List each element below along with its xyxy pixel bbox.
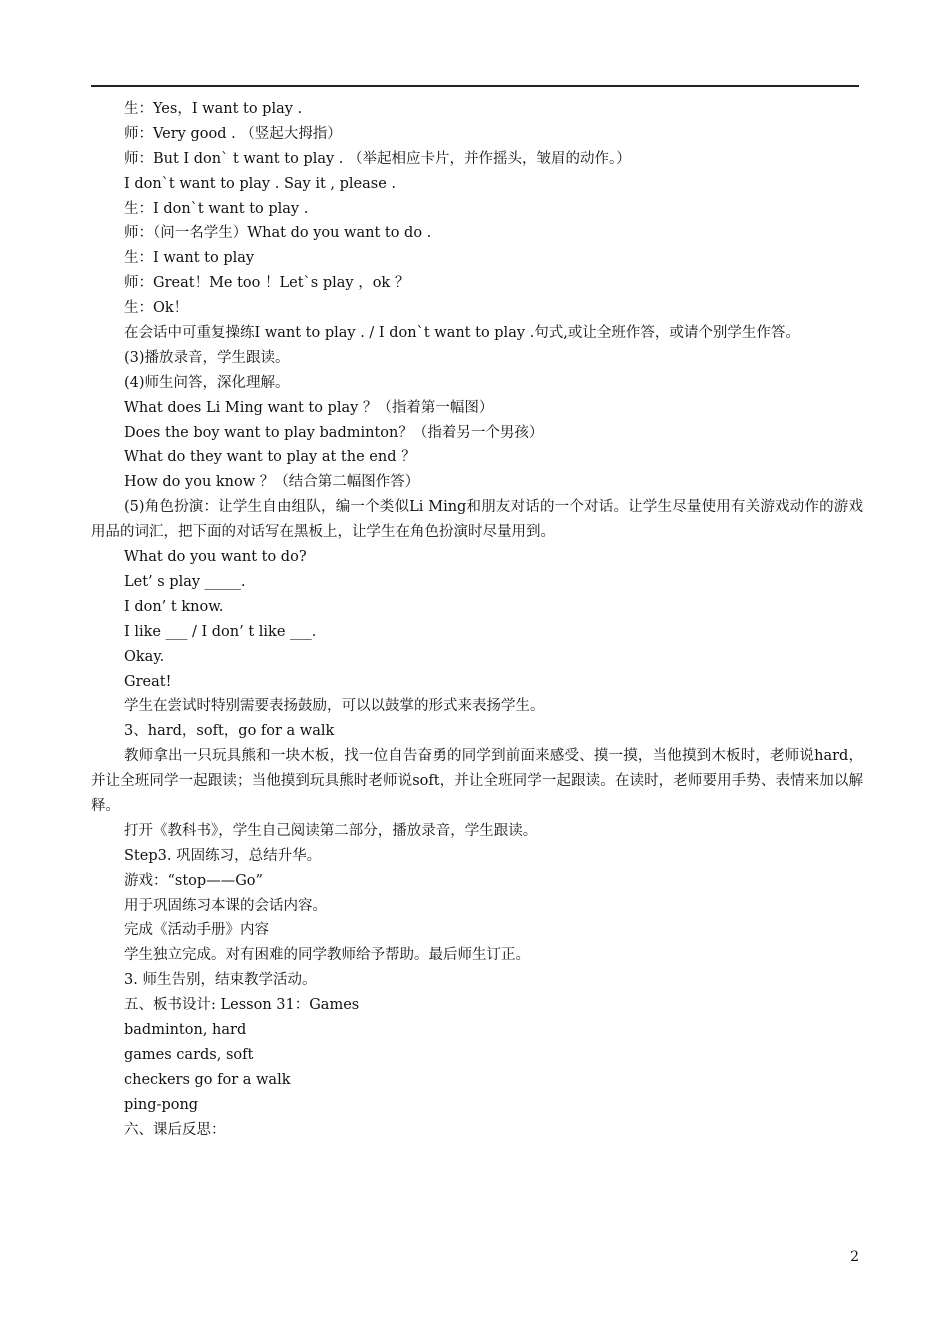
dialogue-line: 生：Ok！ xyxy=(124,300,189,317)
section-heading: 五、板书设计: Lesson 31：Games xyxy=(124,997,360,1014)
paragraph: 游戏：“stop——Go” xyxy=(124,872,263,889)
dialogue-line: I don`t want to play . Say it , please . xyxy=(124,175,397,192)
step-item: (4)师生问答，深化理解。 xyxy=(124,374,290,391)
question-line: How do you know ？（结合第二幅图作答） xyxy=(124,474,420,491)
section-item: 3、hard，soft，go for a walk xyxy=(124,723,335,740)
paragraph: 完成《活动手册》内容 xyxy=(124,922,269,939)
step-item: 3. 师生告别，结束教学活动。 xyxy=(124,972,317,989)
dialogue-line: 生：Yes，I want to play . xyxy=(124,101,303,117)
dialogue-line: What do you want to do? xyxy=(124,549,307,566)
dialogue-line: Great! xyxy=(124,673,172,690)
paragraph: 教师拿出一只玩具熊和一块木板，找一位自告奋勇的同学到前面来感受、摸一摸，当他摸到木板时，老师说hard，并让全班同学一起跟读；当他摸到玩具熊时老师说soft，并让全班同学一起跟读。在读时，老师要用手势、表情来加以解释。 xyxy=(91,748,863,815)
dialogue-line: I like ___ / I don’ t like ___. xyxy=(124,623,317,640)
header-rule xyxy=(91,85,859,87)
paragraph: 用于巩固练习本课的会话内容。 xyxy=(124,897,327,914)
paragraph: 打开《教科书》，学生自己阅读第二部分，播放录音，学生跟读。 xyxy=(124,822,538,839)
dialogue-line: 师：Great！Me too ！Let`s play ，ok ？ xyxy=(124,275,410,292)
paragraph: 在会话中可重复操练I want to play . / I don`t want to play .句式,或让全班作答，或请个别学生作答。 xyxy=(124,325,800,342)
board-line: games cards, soft xyxy=(124,1046,254,1063)
dialogue-line: 生：I don`t want to play . xyxy=(124,200,309,217)
paragraph: (5)角色扮演：让学生自由组队，编一个类似Li Ming和朋友对话的一个对话。让学生尽量使用有关游戏动作的游戏用品的词汇，把下面的对话写在黑板上，让学生在角色扮演时尽量用到。 xyxy=(91,499,863,541)
dialogue-line: 师：（问一名学生）What do you want to do . xyxy=(124,225,432,242)
dialogue-line: Let’ s play _____. xyxy=(124,573,246,590)
board-line: ping-pong xyxy=(124,1096,199,1113)
step-item: (3)播放录音，学生跟读。 xyxy=(124,349,290,366)
paragraph: 学生独立完成。对有困难的同学教师给予帮助。最后师生订正。 xyxy=(124,947,530,964)
document-body xyxy=(91,97,863,1143)
section-heading: 六、课后反思： xyxy=(124,1121,226,1138)
dialogue-line: 师：Very good . （竖起大拇指） xyxy=(124,125,342,142)
dialogue-line: 生：I want to play xyxy=(124,250,255,267)
step-heading: Step3. 巩固练习，总结升华。 xyxy=(124,847,322,864)
question-line: What do they want to play at the end ？ xyxy=(124,449,416,466)
board-line: checkers go for a walk xyxy=(124,1071,291,1088)
dialogue-line: I don’ t know. xyxy=(124,598,224,615)
page-number: 2 xyxy=(850,1249,859,1265)
board-line: badminton, hard xyxy=(124,1022,247,1039)
question-line: What does Li Ming want to play ？（指着第一幅图） xyxy=(124,399,494,416)
dialogue-line: 师：But I don` t want to play . （举起相应卡片，并作摇头，皱眉的动作。） xyxy=(124,150,631,167)
paragraph: 学生在尝试时特别需要表扬鼓励，可以以鼓掌的形式来表扬学生。 xyxy=(124,698,545,715)
question-line: Does the boy want to play badminton？（指着另一个男孩） xyxy=(124,424,544,441)
dialogue-line: Okay. xyxy=(124,648,165,665)
